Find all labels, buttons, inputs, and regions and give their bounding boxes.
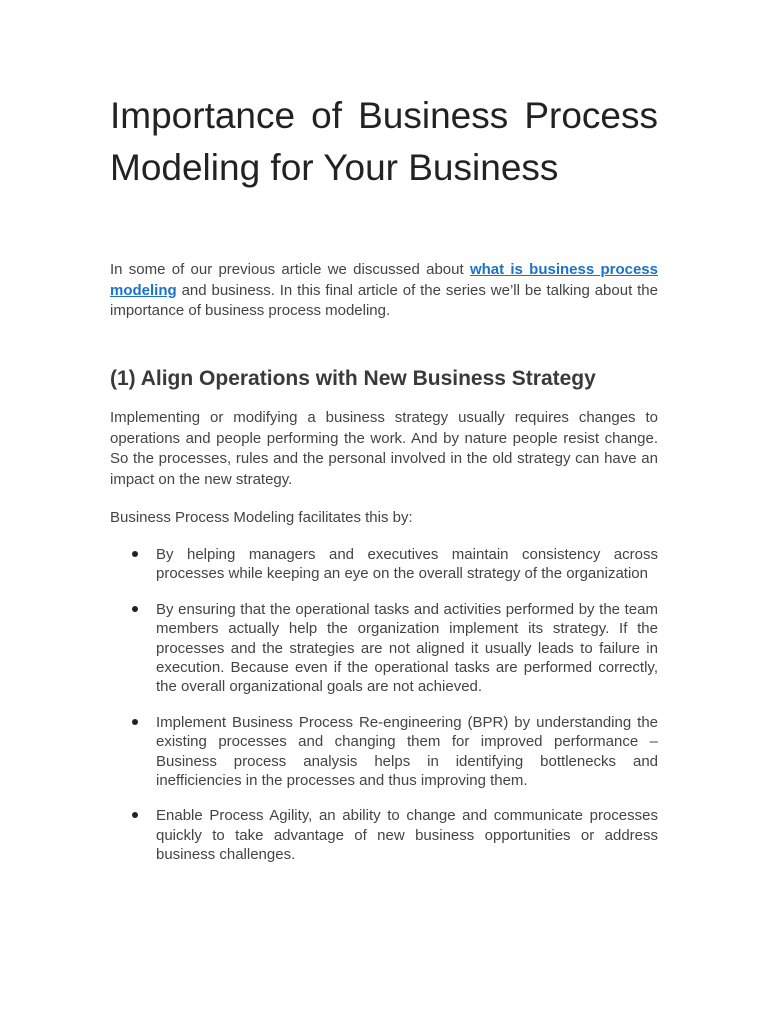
- intro-paragraph: [110, 260, 658, 322]
- bullet-dot-icon: [132, 551, 138, 557]
- list-item-text: By helping managers and executives maintain consistency across processes while keeping an eye on the overall strategy of the organization: [156, 546, 658, 583]
- list-item: [110, 600, 658, 697]
- intro-text-before-link: In some of our previous article we discussed about: [110, 261, 470, 278]
- article-title: Importance of Business Process Modeling for Your Business: [110, 95, 658, 188]
- list-item: [110, 713, 658, 791]
- bullet-list: [110, 545, 658, 881]
- bullet-dot-icon: [132, 606, 138, 612]
- section-heading: (1) Align Operations with New Business Strategy: [110, 367, 596, 390]
- list-item-text: Enable Process Agility, an ability to change and communicate processes quickly to take advantage of new business opportunities or address business challenges.: [156, 807, 658, 864]
- intro-text-after-link: and business. In this final article of the series we’ll be talking about the importance of business process modeling.: [110, 281, 658, 319]
- bullet-dot-icon: [132, 812, 138, 818]
- list-item: [110, 545, 658, 584]
- list-item-text: Implement Business Process Re-engineering (BPR) by understanding the existing processes and changing them for improved performance – Business process analysis helps in identifying bottlenecks and inefficiencies in the processes and thus improving them.: [156, 713, 658, 790]
- list-item-text: By ensuring that the operational tasks and activities performed by the team members actually help the organization implement its strategy. If the processes and the strategies are not aligned it usually leads to failure in execution. Because even if the operational tasks are performed correctly, the overall organizational goals are not achieved.: [156, 600, 658, 696]
- bullets-lead: Business Process Modeling facilitates this by:: [110, 509, 413, 526]
- list-item: [110, 806, 658, 864]
- bpm-article-link[interactable]: what is business process modeling: [110, 261, 658, 299]
- bullet-dot-icon: [132, 719, 138, 725]
- section-paragraph: Implementing or modifying a business strategy usually requires changes to operations and people performing the work. And by nature people resist change. So the processes, rules and the personal involved in the old strategy can have an impact on the new strategy.: [110, 409, 658, 488]
